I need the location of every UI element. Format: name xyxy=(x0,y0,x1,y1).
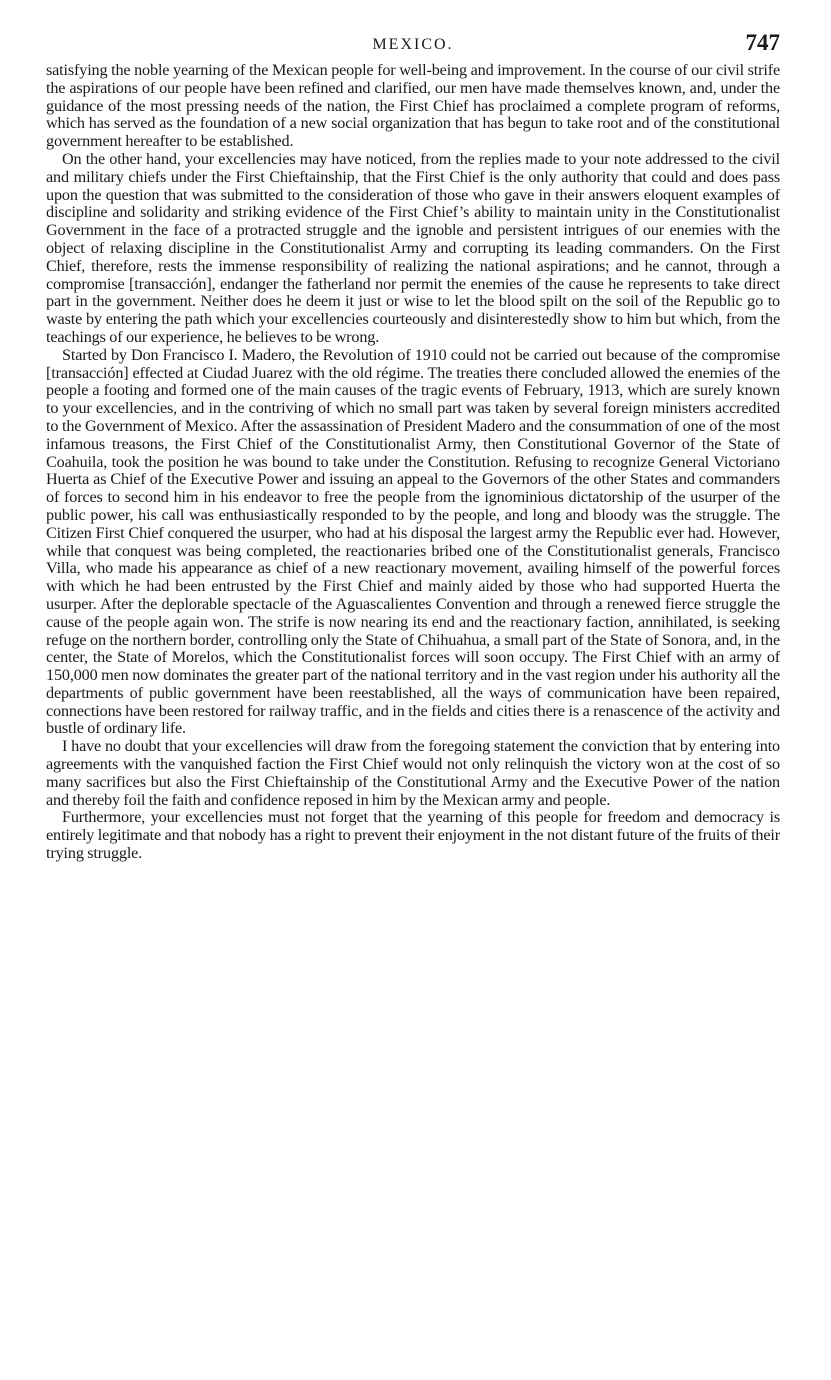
paragraph-continuation: satisfying the noble yearning of the Mexican people for well-being and improvement. In the course of our civil strife the aspirations of our people have been refined and clarified, our men have made themselves known, and, under the guidance of the most pressing needs of the nation, the First Chief has proclaimed a complete program of reforms, which has served as the foundation of a new social organization that has begun to take root and of the constitutional government hereafter to be established. xyxy=(46,61,780,151)
page-number: 747 xyxy=(745,30,780,55)
paragraph-revolution-1910: Started by Don Francisco I. Madero, the Revolution of 1910 could not be carried out because of the compromise [transacción] effected at Ciudad Juarez with the old régime. The treaties there concluded allowed the enemies of the people a footing and formed one of the main causes of the tragic events of February, 1913, which are surely known to your excellencies, and in the contriving of which no small part was taken by several foreign ministers accredited to the Government of Mexico. After the assassination of President Madero and the consummation of one of the most infamous treasons, the First Chief of the Constitutionalist Army, then Constitutional Governor of the State of Coahuila, took the position he was bound to take under the Constitution. Refusing to recognize General Victoriano Huerta as Chief of the Executive Power and issuing an appeal to the Governors of the other States and commanders of forces to second him in his endeavor to free the people from the ignominious dictatorship of the usurper of the public power, his call was enthusiastically responded to by the people, and long and bloody was the struggle. The Citizen First Chief conquered the usurper, who had at his disposal the largest army the Republic ever had. However, while that conquest was being completed, the reactionaries bribed one of the Constitutionalist generals, Francisco Villa, who made his appearance as chief of a new reactionary movement, availing himself of the powerful forces with which he had been entrusted by the First Chief and mainly aided by those who had supported Huerta the usurper. After the deplorable spectacle of the Aguascalientes Convention and through a renewed fierce struggle the cause of the people again won. The strife is now nearing its end and the reactionary faction, annihilated, is seeking refuge on the northern border, controlling only the State of Chihuahua, a small part of the State of Sonora, and, in the center, the State of Morelos, which the Constitutionalist forces will soon occupy. The First Chief with an army of 150,000 men now dominates the greater part of the national territory and in the vast region under his authority all the departments of public government have been reestablished, all the ways of communication have been repaired, connections have been restored for railway traffic, and in the fields and cities there is a renascence of the activity and bustle of ordinary life. xyxy=(46,345,780,738)
running-title: MEXICO. xyxy=(372,36,454,53)
paragraph-first-chief-authority: On the other hand, your excellencies may have noticed, from the replies made to your note addressed to the civil and military chiefs under the First Chieftainship, that the First Chief is the only authority that could and does pass upon the question that was submitted to the consideration of those who gave in their answers eloquent examples of discipline and solidarity and striking evidence of the First Chief’s ability to maintain unity in the Constitutionalist Government in the face of a protracted struggle and the ignoble and persistent intrigues of our enemies with the object of relaxing discipline in the Constitutionalist Army and corrupting its leading commanders. On the First Chief, therefore, rests the immense responsibility of realizing the national aspirations; and he cannot, through a compromise [transacción], endanger the fatherland nor permit the enemies of the cause he represents to take direct part in the government. Neither does he deem it just or wise to let the blood spilt on the soil of the Republic go to waste by entering the path which your excellencies courteously and disinterestedly show to him but which, from the teachings of our experience, he believes to be wrong. xyxy=(46,149,780,346)
paragraph-furthermore: Furthermore, your excellencies must not forget that the yearning of this people for freedom and democracy is entirely legitimate and that nobody has a right to prevent their enjoyment in the not distant future of the fruits of their trying struggle. xyxy=(46,808,780,863)
body-text xyxy=(46,62,780,863)
running-head xyxy=(46,28,780,62)
paragraph-conviction: I have no doubt that your excellencies will draw from the foregoing statement the conviction that by entering into agreements with the vanquished faction the First Chief would not only relinquish the victory won at the cost of so many sacrifices but also the First Chieftainship of the Constitutional Army and the Executive Power of the nation and thereby foil the faith and confidence reposed in him by the Mexican army and people. xyxy=(46,737,780,809)
document-page xyxy=(46,28,780,863)
